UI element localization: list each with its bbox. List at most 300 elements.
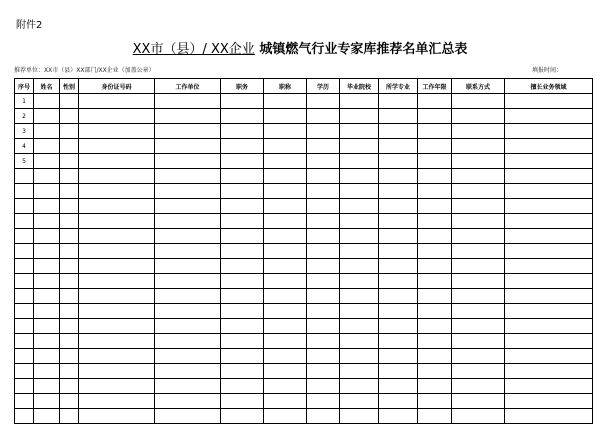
table-cell[interactable] bbox=[221, 409, 264, 424]
table-cell[interactable] bbox=[505, 379, 593, 394]
table-cell[interactable] bbox=[79, 289, 155, 304]
table-cell[interactable] bbox=[264, 319, 307, 334]
table-cell[interactable] bbox=[155, 214, 221, 229]
table-cell[interactable] bbox=[452, 379, 505, 394]
table-row bbox=[15, 139, 593, 154]
table-cell[interactable] bbox=[307, 124, 340, 139]
table-cell[interactable] bbox=[340, 349, 379, 364]
table-cell[interactable] bbox=[505, 139, 593, 154]
row-number-cell[interactable]: 1 bbox=[15, 94, 34, 109]
table-cell[interactable] bbox=[79, 139, 155, 154]
table-cell[interactable] bbox=[79, 364, 155, 379]
table-cell[interactable] bbox=[418, 244, 452, 259]
table-cell[interactable] bbox=[155, 274, 221, 289]
row-number-cell[interactable] bbox=[15, 334, 34, 349]
table-cell[interactable] bbox=[60, 319, 79, 334]
table-cell[interactable] bbox=[307, 379, 340, 394]
table-cell[interactable] bbox=[79, 214, 155, 229]
table-cell[interactable] bbox=[452, 109, 505, 124]
table-cell[interactable] bbox=[34, 394, 60, 409]
table-cell[interactable] bbox=[34, 124, 60, 139]
table-cell[interactable] bbox=[452, 229, 505, 244]
table-cell[interactable] bbox=[155, 259, 221, 274]
column-header: 工作单位 bbox=[155, 79, 221, 94]
table-cell[interactable] bbox=[264, 379, 307, 394]
table-cell[interactable] bbox=[379, 334, 418, 349]
table-cell[interactable] bbox=[452, 169, 505, 184]
table-cell[interactable] bbox=[307, 184, 340, 199]
table-cell[interactable] bbox=[155, 124, 221, 139]
column-header: 性别 bbox=[60, 79, 79, 94]
table-cell[interactable] bbox=[452, 94, 505, 109]
table-cell[interactable] bbox=[340, 199, 379, 214]
table-cell[interactable] bbox=[264, 349, 307, 364]
table-cell[interactable] bbox=[505, 229, 593, 244]
table-cell[interactable] bbox=[505, 94, 593, 109]
table-cell[interactable] bbox=[418, 169, 452, 184]
table-cell[interactable] bbox=[418, 139, 452, 154]
table-cell[interactable] bbox=[379, 244, 418, 259]
table-cell[interactable] bbox=[418, 319, 452, 334]
table-cell[interactable] bbox=[34, 184, 60, 199]
table-cell[interactable] bbox=[155, 184, 221, 199]
table-cell[interactable] bbox=[221, 139, 264, 154]
table-cell[interactable] bbox=[340, 229, 379, 244]
table-cell[interactable] bbox=[307, 349, 340, 364]
table-cell[interactable] bbox=[452, 274, 505, 289]
table-cell[interactable] bbox=[155, 409, 221, 424]
table-cell[interactable] bbox=[264, 199, 307, 214]
table-cell[interactable] bbox=[307, 214, 340, 229]
table-cell[interactable] bbox=[505, 199, 593, 214]
table-cell[interactable] bbox=[34, 364, 60, 379]
table-cell[interactable] bbox=[379, 94, 418, 109]
table-cell[interactable] bbox=[60, 184, 79, 199]
table-cell[interactable] bbox=[505, 394, 593, 409]
table-cell[interactable] bbox=[79, 94, 155, 109]
table-cell[interactable] bbox=[34, 229, 60, 244]
table-cell[interactable] bbox=[505, 334, 593, 349]
table-cell[interactable] bbox=[34, 109, 60, 124]
table-cell[interactable] bbox=[79, 334, 155, 349]
table-cell[interactable] bbox=[340, 334, 379, 349]
table-cell[interactable] bbox=[34, 169, 60, 184]
column-header: 职务 bbox=[221, 79, 264, 94]
row-number-cell[interactable] bbox=[15, 244, 34, 259]
table-cell[interactable] bbox=[307, 289, 340, 304]
table-cell[interactable] bbox=[155, 229, 221, 244]
row-number-cell[interactable]: 3 bbox=[15, 124, 34, 139]
table-cell[interactable] bbox=[60, 139, 79, 154]
column-header: 联系方式 bbox=[452, 79, 505, 94]
row-number-cell[interactable] bbox=[15, 214, 34, 229]
table-cell[interactable] bbox=[79, 379, 155, 394]
table-cell[interactable] bbox=[60, 229, 79, 244]
table-body bbox=[15, 94, 593, 424]
table-cell[interactable] bbox=[264, 364, 307, 379]
table-cell[interactable] bbox=[418, 364, 452, 379]
table-cell[interactable] bbox=[34, 334, 60, 349]
row-number-cell[interactable] bbox=[15, 409, 34, 424]
table-cell[interactable] bbox=[60, 214, 79, 229]
table-row bbox=[15, 109, 593, 124]
table-cell[interactable] bbox=[505, 124, 593, 139]
table-cell[interactable] bbox=[34, 259, 60, 274]
table-cell[interactable] bbox=[505, 319, 593, 334]
table-cell[interactable] bbox=[505, 259, 593, 274]
table-cell[interactable] bbox=[418, 289, 452, 304]
table-cell[interactable] bbox=[505, 109, 593, 124]
table-cell[interactable] bbox=[307, 259, 340, 274]
table-cell[interactable] bbox=[340, 274, 379, 289]
table-cell[interactable] bbox=[34, 289, 60, 304]
table-cell[interactable] bbox=[221, 184, 264, 199]
table-cell[interactable] bbox=[221, 259, 264, 274]
table-cell[interactable] bbox=[379, 169, 418, 184]
table-cell[interactable] bbox=[264, 409, 307, 424]
table-cell[interactable] bbox=[155, 94, 221, 109]
table-cell[interactable] bbox=[340, 289, 379, 304]
table-cell[interactable] bbox=[60, 334, 79, 349]
table-cell[interactable] bbox=[379, 274, 418, 289]
table-cell[interactable] bbox=[264, 169, 307, 184]
table-cell[interactable] bbox=[79, 109, 155, 124]
table-cell[interactable] bbox=[340, 409, 379, 424]
table-cell[interactable] bbox=[340, 319, 379, 334]
table-cell[interactable] bbox=[221, 229, 264, 244]
table-cell[interactable] bbox=[379, 259, 418, 274]
table-cell[interactable] bbox=[307, 364, 340, 379]
table-cell[interactable] bbox=[79, 394, 155, 409]
table-cell[interactable] bbox=[418, 334, 452, 349]
table-cell[interactable] bbox=[340, 259, 379, 274]
table-cell[interactable] bbox=[307, 394, 340, 409]
table-cell[interactable] bbox=[34, 214, 60, 229]
table-cell[interactable] bbox=[307, 319, 340, 334]
column-header: 身份证号码 bbox=[79, 79, 155, 94]
table-cell[interactable] bbox=[264, 229, 307, 244]
table-cell[interactable] bbox=[452, 364, 505, 379]
table-cell[interactable] bbox=[340, 184, 379, 199]
table-cell[interactable] bbox=[379, 109, 418, 124]
table-cell[interactable] bbox=[79, 124, 155, 139]
row-number-cell[interactable] bbox=[15, 304, 34, 319]
table-cell[interactable] bbox=[452, 289, 505, 304]
table-cell[interactable] bbox=[79, 244, 155, 259]
table-cell[interactable] bbox=[452, 154, 505, 169]
table-cell[interactable] bbox=[379, 394, 418, 409]
table-cell[interactable] bbox=[452, 259, 505, 274]
table-cell[interactable] bbox=[505, 364, 593, 379]
table-cell[interactable] bbox=[452, 349, 505, 364]
table-cell[interactable] bbox=[340, 154, 379, 169]
table-cell[interactable] bbox=[379, 409, 418, 424]
table-cell[interactable] bbox=[505, 349, 593, 364]
table-cell[interactable] bbox=[60, 364, 79, 379]
table-cell[interactable] bbox=[340, 394, 379, 409]
table-cell[interactable] bbox=[505, 214, 593, 229]
table-cell[interactable] bbox=[418, 259, 452, 274]
table-cell[interactable] bbox=[79, 229, 155, 244]
table-cell[interactable] bbox=[307, 229, 340, 244]
table-cell[interactable] bbox=[307, 154, 340, 169]
table-cell[interactable] bbox=[264, 289, 307, 304]
table-cell[interactable] bbox=[79, 199, 155, 214]
table-cell[interactable] bbox=[155, 154, 221, 169]
table-cell[interactable] bbox=[418, 154, 452, 169]
table-cell[interactable] bbox=[79, 259, 155, 274]
row-number-cell[interactable] bbox=[15, 364, 34, 379]
table-cell[interactable] bbox=[505, 154, 593, 169]
table-cell[interactable] bbox=[340, 109, 379, 124]
table-cell[interactable] bbox=[379, 364, 418, 379]
table-cell[interactable] bbox=[307, 304, 340, 319]
table-cell[interactable] bbox=[34, 154, 60, 169]
table-cell[interactable] bbox=[452, 199, 505, 214]
row-number-cell[interactable] bbox=[15, 319, 34, 334]
table-cell[interactable] bbox=[340, 244, 379, 259]
table-cell[interactable] bbox=[452, 124, 505, 139]
table-cell[interactable] bbox=[79, 184, 155, 199]
table-cell[interactable] bbox=[340, 364, 379, 379]
table-cell[interactable] bbox=[264, 94, 307, 109]
table-cell[interactable] bbox=[418, 274, 452, 289]
table-cell[interactable] bbox=[155, 349, 221, 364]
table-cell[interactable] bbox=[221, 244, 264, 259]
table-cell[interactable] bbox=[307, 169, 340, 184]
table-cell[interactable] bbox=[155, 244, 221, 259]
table-cell[interactable] bbox=[379, 139, 418, 154]
table-cell[interactable] bbox=[307, 94, 340, 109]
table-cell[interactable] bbox=[34, 139, 60, 154]
table-cell[interactable] bbox=[221, 94, 264, 109]
table-cell[interactable] bbox=[79, 169, 155, 184]
table-cell[interactable] bbox=[60, 379, 79, 394]
table-cell[interactable] bbox=[221, 214, 264, 229]
table-cell[interactable] bbox=[60, 169, 79, 184]
table-cell[interactable] bbox=[221, 154, 264, 169]
table-cell[interactable] bbox=[155, 334, 221, 349]
table-cell[interactable] bbox=[307, 334, 340, 349]
table-cell[interactable] bbox=[264, 244, 307, 259]
table-cell[interactable] bbox=[60, 304, 79, 319]
table-cell[interactable] bbox=[34, 274, 60, 289]
table-cell[interactable] bbox=[452, 394, 505, 409]
table-cell[interactable] bbox=[379, 199, 418, 214]
table-cell[interactable] bbox=[155, 289, 221, 304]
table-cell[interactable] bbox=[264, 334, 307, 349]
table-cell[interactable] bbox=[264, 274, 307, 289]
row-number-cell[interactable] bbox=[15, 184, 34, 199]
table-cell[interactable] bbox=[34, 379, 60, 394]
table-cell[interactable] bbox=[418, 394, 452, 409]
table-cell[interactable] bbox=[221, 304, 264, 319]
table-cell[interactable] bbox=[264, 109, 307, 124]
row-number-cell[interactable] bbox=[15, 379, 34, 394]
table-cell[interactable] bbox=[264, 154, 307, 169]
table-cell[interactable] bbox=[60, 244, 79, 259]
table-cell[interactable] bbox=[379, 124, 418, 139]
row-number-cell[interactable]: 4 bbox=[15, 139, 34, 154]
table-cell[interactable] bbox=[379, 379, 418, 394]
table-cell[interactable] bbox=[221, 394, 264, 409]
table-cell[interactable] bbox=[418, 184, 452, 199]
table-cell[interactable] bbox=[452, 304, 505, 319]
table-cell[interactable] bbox=[505, 289, 593, 304]
table-cell[interactable] bbox=[60, 154, 79, 169]
table-cell[interactable] bbox=[505, 409, 593, 424]
table-cell[interactable] bbox=[60, 199, 79, 214]
table-cell[interactable] bbox=[264, 214, 307, 229]
table-cell[interactable] bbox=[505, 244, 593, 259]
table-cell[interactable] bbox=[221, 109, 264, 124]
table-cell[interactable] bbox=[379, 184, 418, 199]
table-cell[interactable] bbox=[418, 124, 452, 139]
table-row bbox=[15, 229, 593, 244]
table-cell[interactable] bbox=[60, 289, 79, 304]
table-cell[interactable] bbox=[221, 289, 264, 304]
table-cell[interactable] bbox=[155, 304, 221, 319]
table-cell[interactable] bbox=[307, 109, 340, 124]
table-cell[interactable] bbox=[264, 124, 307, 139]
table-cell[interactable] bbox=[418, 94, 452, 109]
table-cell[interactable] bbox=[60, 109, 79, 124]
table-cell[interactable] bbox=[34, 244, 60, 259]
table-cell[interactable] bbox=[221, 124, 264, 139]
row-number-cell[interactable] bbox=[15, 289, 34, 304]
table-cell[interactable] bbox=[79, 409, 155, 424]
table-cell[interactable] bbox=[379, 349, 418, 364]
table-cell[interactable] bbox=[379, 319, 418, 334]
table-cell[interactable] bbox=[452, 214, 505, 229]
table-cell[interactable] bbox=[264, 139, 307, 154]
table-cell[interactable] bbox=[418, 199, 452, 214]
table-cell[interactable] bbox=[418, 409, 452, 424]
table-cell[interactable] bbox=[340, 304, 379, 319]
table-cell[interactable] bbox=[452, 334, 505, 349]
table-cell[interactable] bbox=[452, 319, 505, 334]
row-number-cell[interactable] bbox=[15, 199, 34, 214]
table-cell[interactable] bbox=[79, 154, 155, 169]
table-cell[interactable] bbox=[307, 139, 340, 154]
table-cell[interactable] bbox=[155, 364, 221, 379]
table-cell[interactable] bbox=[221, 349, 264, 364]
table-cell[interactable] bbox=[307, 409, 340, 424]
table-cell[interactable] bbox=[379, 304, 418, 319]
table-cell[interactable] bbox=[418, 109, 452, 124]
recommender-label: 推荐单位：XX市（县）XX部门/XX企业（加盖公章） bbox=[14, 67, 155, 74]
row-number-cell[interactable] bbox=[15, 274, 34, 289]
table-cell[interactable] bbox=[34, 304, 60, 319]
table-cell[interactable] bbox=[264, 184, 307, 199]
table-cell[interactable] bbox=[505, 184, 593, 199]
table-cell[interactable] bbox=[155, 319, 221, 334]
table-cell[interactable] bbox=[155, 394, 221, 409]
table-cell[interactable] bbox=[340, 169, 379, 184]
table-cell[interactable] bbox=[505, 274, 593, 289]
table-row bbox=[15, 124, 593, 139]
table-cell[interactable] bbox=[79, 349, 155, 364]
table-cell[interactable] bbox=[452, 184, 505, 199]
table-cell[interactable] bbox=[34, 319, 60, 334]
table-cell[interactable] bbox=[79, 304, 155, 319]
column-header: 毕业院校 bbox=[340, 79, 379, 94]
table-cell[interactable] bbox=[60, 94, 79, 109]
table-cell[interactable] bbox=[379, 154, 418, 169]
table-cell[interactable] bbox=[60, 259, 79, 274]
table-cell[interactable] bbox=[155, 109, 221, 124]
table-cell[interactable] bbox=[60, 349, 79, 364]
table-cell[interactable] bbox=[452, 139, 505, 154]
table-cell[interactable] bbox=[418, 379, 452, 394]
table-cell[interactable] bbox=[505, 304, 593, 319]
table-cell[interactable] bbox=[307, 244, 340, 259]
table-cell[interactable] bbox=[34, 199, 60, 214]
table-cell[interactable] bbox=[221, 334, 264, 349]
table-cell[interactable] bbox=[34, 94, 60, 109]
table-cell[interactable] bbox=[264, 304, 307, 319]
table-cell[interactable] bbox=[452, 409, 505, 424]
table-cell[interactable] bbox=[79, 274, 155, 289]
table-cell[interactable] bbox=[505, 169, 593, 184]
table-cell[interactable] bbox=[79, 319, 155, 334]
title-main: 城镇燃气行业专家库推荐名单汇总表 bbox=[259, 42, 468, 57]
table-cell[interactable] bbox=[221, 199, 264, 214]
table-cell[interactable] bbox=[221, 169, 264, 184]
table-cell[interactable] bbox=[155, 169, 221, 184]
row-number-cell[interactable] bbox=[15, 394, 34, 409]
table-cell[interactable] bbox=[34, 409, 60, 424]
table-cell[interactable] bbox=[307, 274, 340, 289]
table-cell[interactable] bbox=[60, 274, 79, 289]
table-cell[interactable] bbox=[34, 349, 60, 364]
row-number-cell[interactable]: 5 bbox=[15, 154, 34, 169]
table-cell[interactable] bbox=[340, 124, 379, 139]
table-cell[interactable] bbox=[379, 214, 418, 229]
table-cell[interactable] bbox=[221, 274, 264, 289]
table-cell[interactable] bbox=[340, 94, 379, 109]
row-number-cell[interactable] bbox=[15, 349, 34, 364]
table-cell[interactable] bbox=[155, 199, 221, 214]
table-cell[interactable] bbox=[155, 139, 221, 154]
table-cell[interactable] bbox=[60, 124, 79, 139]
table-cell[interactable] bbox=[264, 394, 307, 409]
table-row bbox=[15, 349, 593, 364]
table-cell[interactable] bbox=[155, 379, 221, 394]
table-cell[interactable] bbox=[264, 259, 307, 274]
table-cell[interactable] bbox=[379, 289, 418, 304]
table-cell[interactable] bbox=[340, 214, 379, 229]
table-cell[interactable] bbox=[221, 364, 264, 379]
table-cell[interactable] bbox=[221, 379, 264, 394]
table-cell[interactable] bbox=[452, 244, 505, 259]
table-cell[interactable] bbox=[221, 319, 264, 334]
table-cell[interactable] bbox=[340, 139, 379, 154]
row-number-cell[interactable] bbox=[15, 259, 34, 274]
table-cell[interactable] bbox=[418, 214, 452, 229]
row-number-cell[interactable] bbox=[15, 229, 34, 244]
table-cell[interactable] bbox=[418, 229, 452, 244]
table-cell[interactable] bbox=[340, 379, 379, 394]
table-cell[interactable] bbox=[418, 304, 452, 319]
table-cell[interactable] bbox=[379, 229, 418, 244]
row-number-cell[interactable] bbox=[15, 169, 34, 184]
table-cell[interactable] bbox=[60, 409, 79, 424]
row-number-cell[interactable]: 2 bbox=[15, 109, 34, 124]
table-cell[interactable] bbox=[307, 199, 340, 214]
table-cell[interactable] bbox=[60, 394, 79, 409]
table-cell[interactable] bbox=[418, 349, 452, 364]
